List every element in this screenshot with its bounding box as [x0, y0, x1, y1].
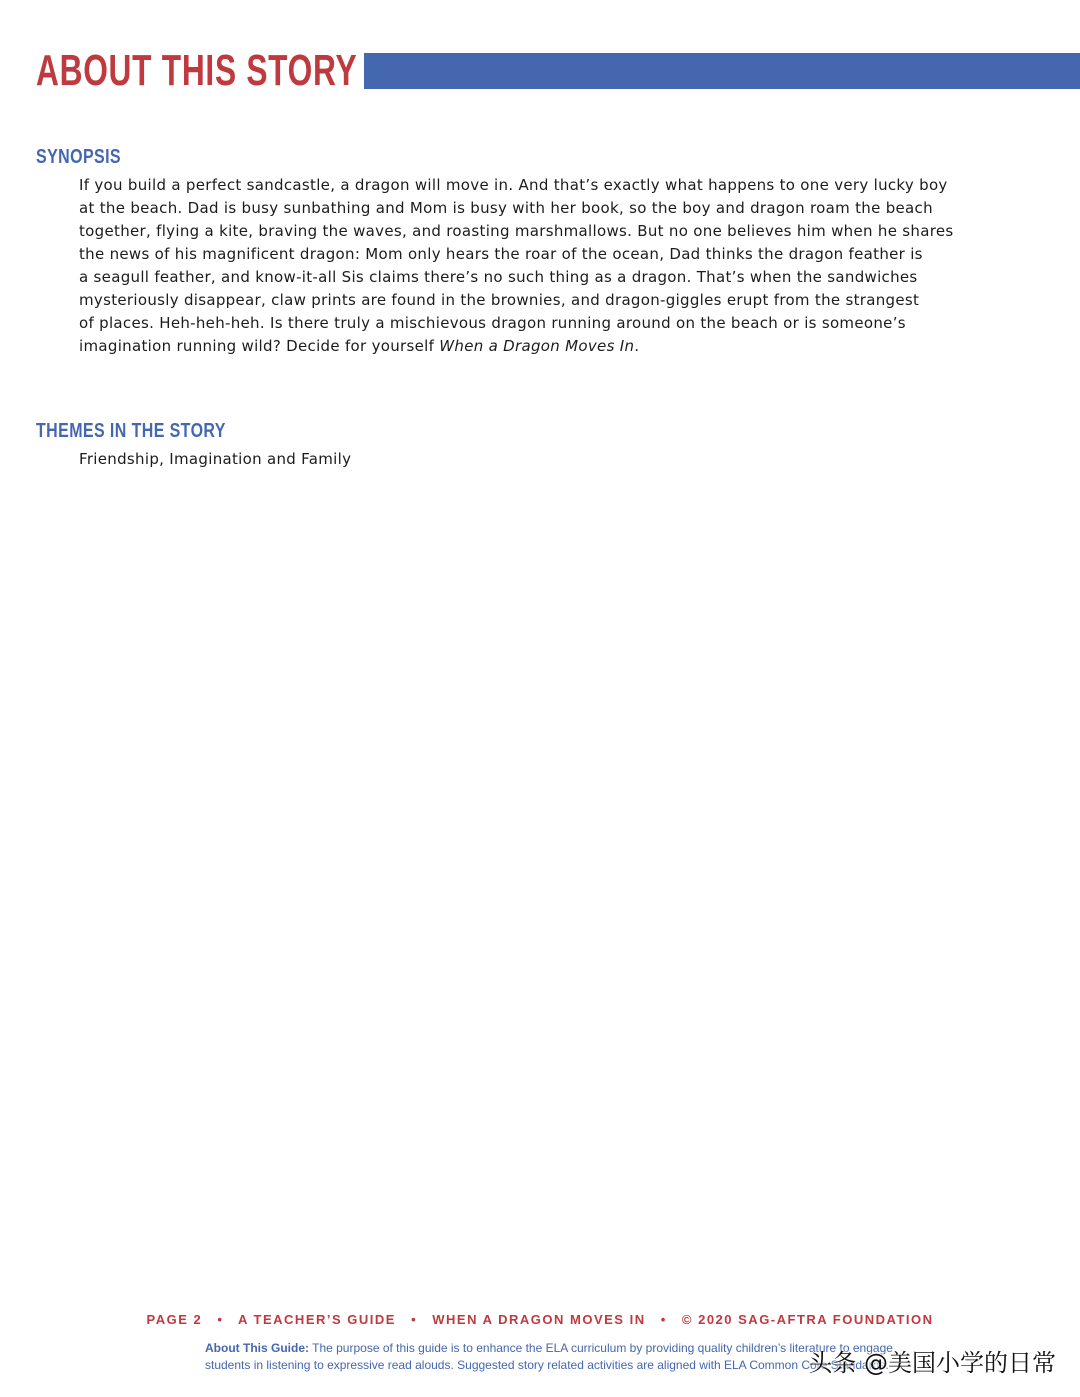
synopsis-line: at the beach. Dad is busy sunbathing and Mom is busy with her book, so the boy and dragon roam the beach — [79, 199, 933, 217]
footer-separator: • — [411, 1312, 418, 1327]
footer-copyright: © 2020 SAG-AFTRA FOUNDATION — [681, 1312, 934, 1327]
about-guide-note — [205, 1340, 895, 1374]
page-title: ABOUT THIS STORY — [36, 46, 358, 95]
about-guide-text: The purpose of this guide is to enhance the ELA curriculum by providing quality children’s literature to engage students in listening to expressive read alouds. Suggested story related activities are aligned with ELA Common Core Standards. — [205, 1341, 893, 1372]
synopsis-heading: SYNOPSIS — [36, 146, 122, 168]
themes-heading: THEMES IN THE STORY — [36, 420, 226, 442]
synopsis-text — [79, 174, 954, 358]
synopsis-last-line — [79, 335, 939, 358]
synopsis-line: If you build a perfect sandcastle, a dragon will move in. And that’s exactly what happens to one very lucky boy — [79, 176, 948, 194]
synopsis-line: a seagull feather, and know-it-all Sis claims there’s no such thing as a dragon. That’s when the sandwiches — [79, 268, 918, 286]
footer-separator: • — [217, 1312, 224, 1327]
book-title-italic: When a Dragon Moves In — [439, 337, 635, 355]
footer-separator: • — [660, 1312, 667, 1327]
watermark: 头条 @美国小学的日常 — [808, 1349, 1056, 1377]
title-accent-bar — [364, 53, 1080, 89]
footer-credit-line — [0, 1312, 1080, 1327]
synopsis-line: the news of his magnificent dragon: Mom only hears the roar of the ocean, Dad thinks the dragon feather is — [79, 245, 923, 263]
themes-text: Friendship, Imagination and Family — [79, 450, 352, 468]
page-header — [36, 46, 1080, 96]
synopsis-line: mysteriously disappear, claw prints are found in the brownies, and dragon-giggles erupt from the strangest — [79, 291, 920, 309]
footer-guide-label: A TEACHER’S GUIDE — [238, 1312, 396, 1327]
synopsis-last-line-prefix: imagination running wild? Decide for yourself — [79, 337, 440, 355]
synopsis-line: together, flying a kite, braving the waves, and roasting marshmallows. But no one believes him when he shares — [79, 222, 954, 240]
synopsis-last-line-suffix: . — [634, 337, 640, 355]
synopsis-line: of places. Heh-heh-heh. Is there truly a mischievous dragon running around on the beach or is someone’s — [79, 314, 906, 332]
about-guide-label: About This Guide: — [205, 1341, 309, 1355]
footer-book-title: WHEN A DRAGON MOVES IN — [432, 1312, 646, 1327]
footer-page-number: PAGE 2 — [146, 1312, 203, 1327]
